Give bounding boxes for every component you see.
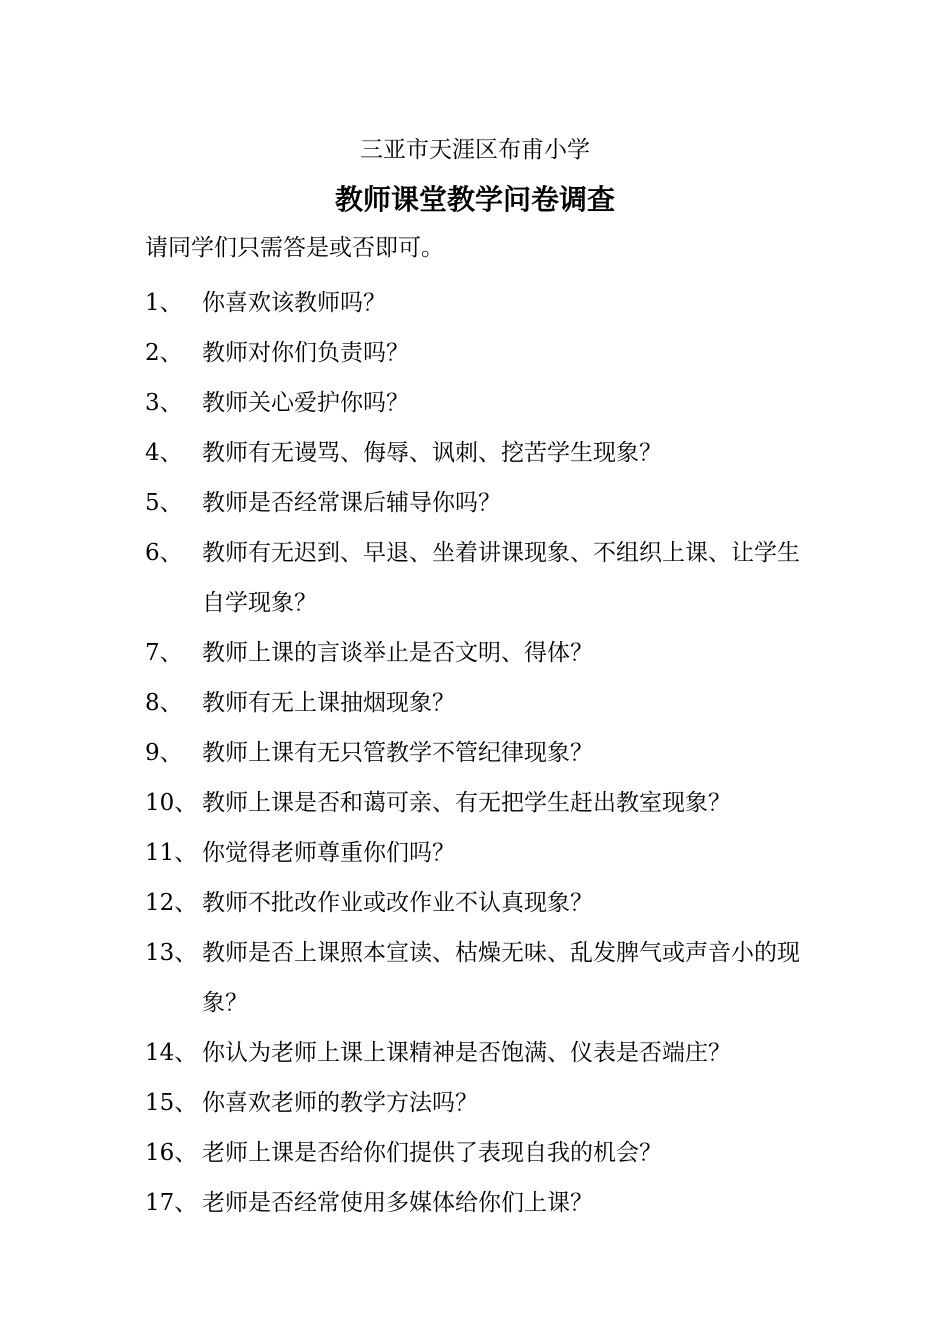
question-number: 3、	[145, 390, 183, 416]
question-item	[145, 1078, 815, 1128]
question-item	[145, 1128, 815, 1178]
question-item	[145, 1028, 815, 1078]
question-text: 教师有无上课抽烟现象？	[202, 690, 455, 716]
question-text: 教师是否经常课后辅导你吗？	[202, 490, 501, 516]
question-item	[145, 878, 815, 928]
question-item	[145, 478, 815, 528]
question-item	[145, 1178, 815, 1228]
question-number: 10、	[145, 790, 198, 816]
question-number: 9、	[145, 740, 183, 766]
question-item	[145, 828, 815, 878]
question-item	[145, 778, 815, 828]
question-number: 11、	[145, 840, 198, 866]
question-item	[145, 328, 815, 378]
question-text: 教师是否上课照本宣读、枯燥无味、乱发脾气或声音小的现象？	[202, 940, 800, 1016]
question-text: 教师有无谩骂、侮辱、讽刺、挖苦学生现象？	[202, 440, 662, 466]
question-item	[145, 278, 815, 328]
question-text: 你认为老师上课上课精神是否饱满、仪表是否端庄？	[202, 1040, 731, 1066]
question-number: 17、	[145, 1190, 198, 1216]
question-number: 14、	[145, 1040, 198, 1066]
question-text: 你觉得老师尊重你们吗？	[202, 840, 455, 866]
question-number: 2、	[145, 340, 183, 366]
question-item	[145, 628, 815, 678]
page-title: 教师课堂教学问卷调查	[334, 183, 615, 216]
question-item	[145, 728, 815, 778]
question-item	[145, 378, 815, 428]
question-text: 教师上课有无只管教学不管纪律现象？	[202, 740, 593, 766]
question-number: 6、	[145, 540, 183, 566]
question-item	[145, 428, 815, 478]
question-item	[145, 678, 815, 728]
question-text: 教师有无迟到、早退、坐着讲课现象、不组织上课、让学生自学现象？	[202, 540, 800, 616]
question-number: 7、	[145, 640, 183, 666]
question-text: 教师关心爱护你吗？	[202, 390, 409, 416]
question-number: 13、	[145, 940, 198, 966]
question-text: 你喜欢该教师吗？	[202, 290, 386, 316]
question-text: 教师不批改作业或改作业不认真现象？	[202, 890, 593, 916]
question-text: 教师上课是否和蔼可亲、有无把学生赶出教室现象？	[202, 790, 731, 816]
instruction-text: 请同学们只需答是或否即可。	[145, 235, 444, 261]
question-number: 4、	[145, 440, 183, 466]
question-text: 教师上课的言谈举止是否文明、得体？	[202, 640, 593, 666]
question-number: 8、	[145, 690, 183, 716]
question-text: 老师是否经常使用多媒体给你们上课？	[202, 1190, 593, 1216]
question-item	[145, 528, 815, 628]
question-number: 12、	[145, 890, 198, 916]
question-number: 5、	[145, 490, 183, 516]
question-text: 教师对你们负责吗？	[202, 340, 409, 366]
question-text: 老师上课是否给你们提供了表现自我的机会？	[202, 1140, 662, 1166]
question-number: 1、	[145, 290, 183, 316]
question-number: 15、	[145, 1090, 198, 1116]
question-text: 你喜欢老师的教学方法吗？	[202, 1090, 478, 1116]
school-name: 三亚市天涯区布甫小学	[360, 137, 590, 163]
question-number: 16、	[145, 1140, 198, 1166]
question-list	[145, 278, 815, 1228]
question-item	[145, 928, 815, 1028]
